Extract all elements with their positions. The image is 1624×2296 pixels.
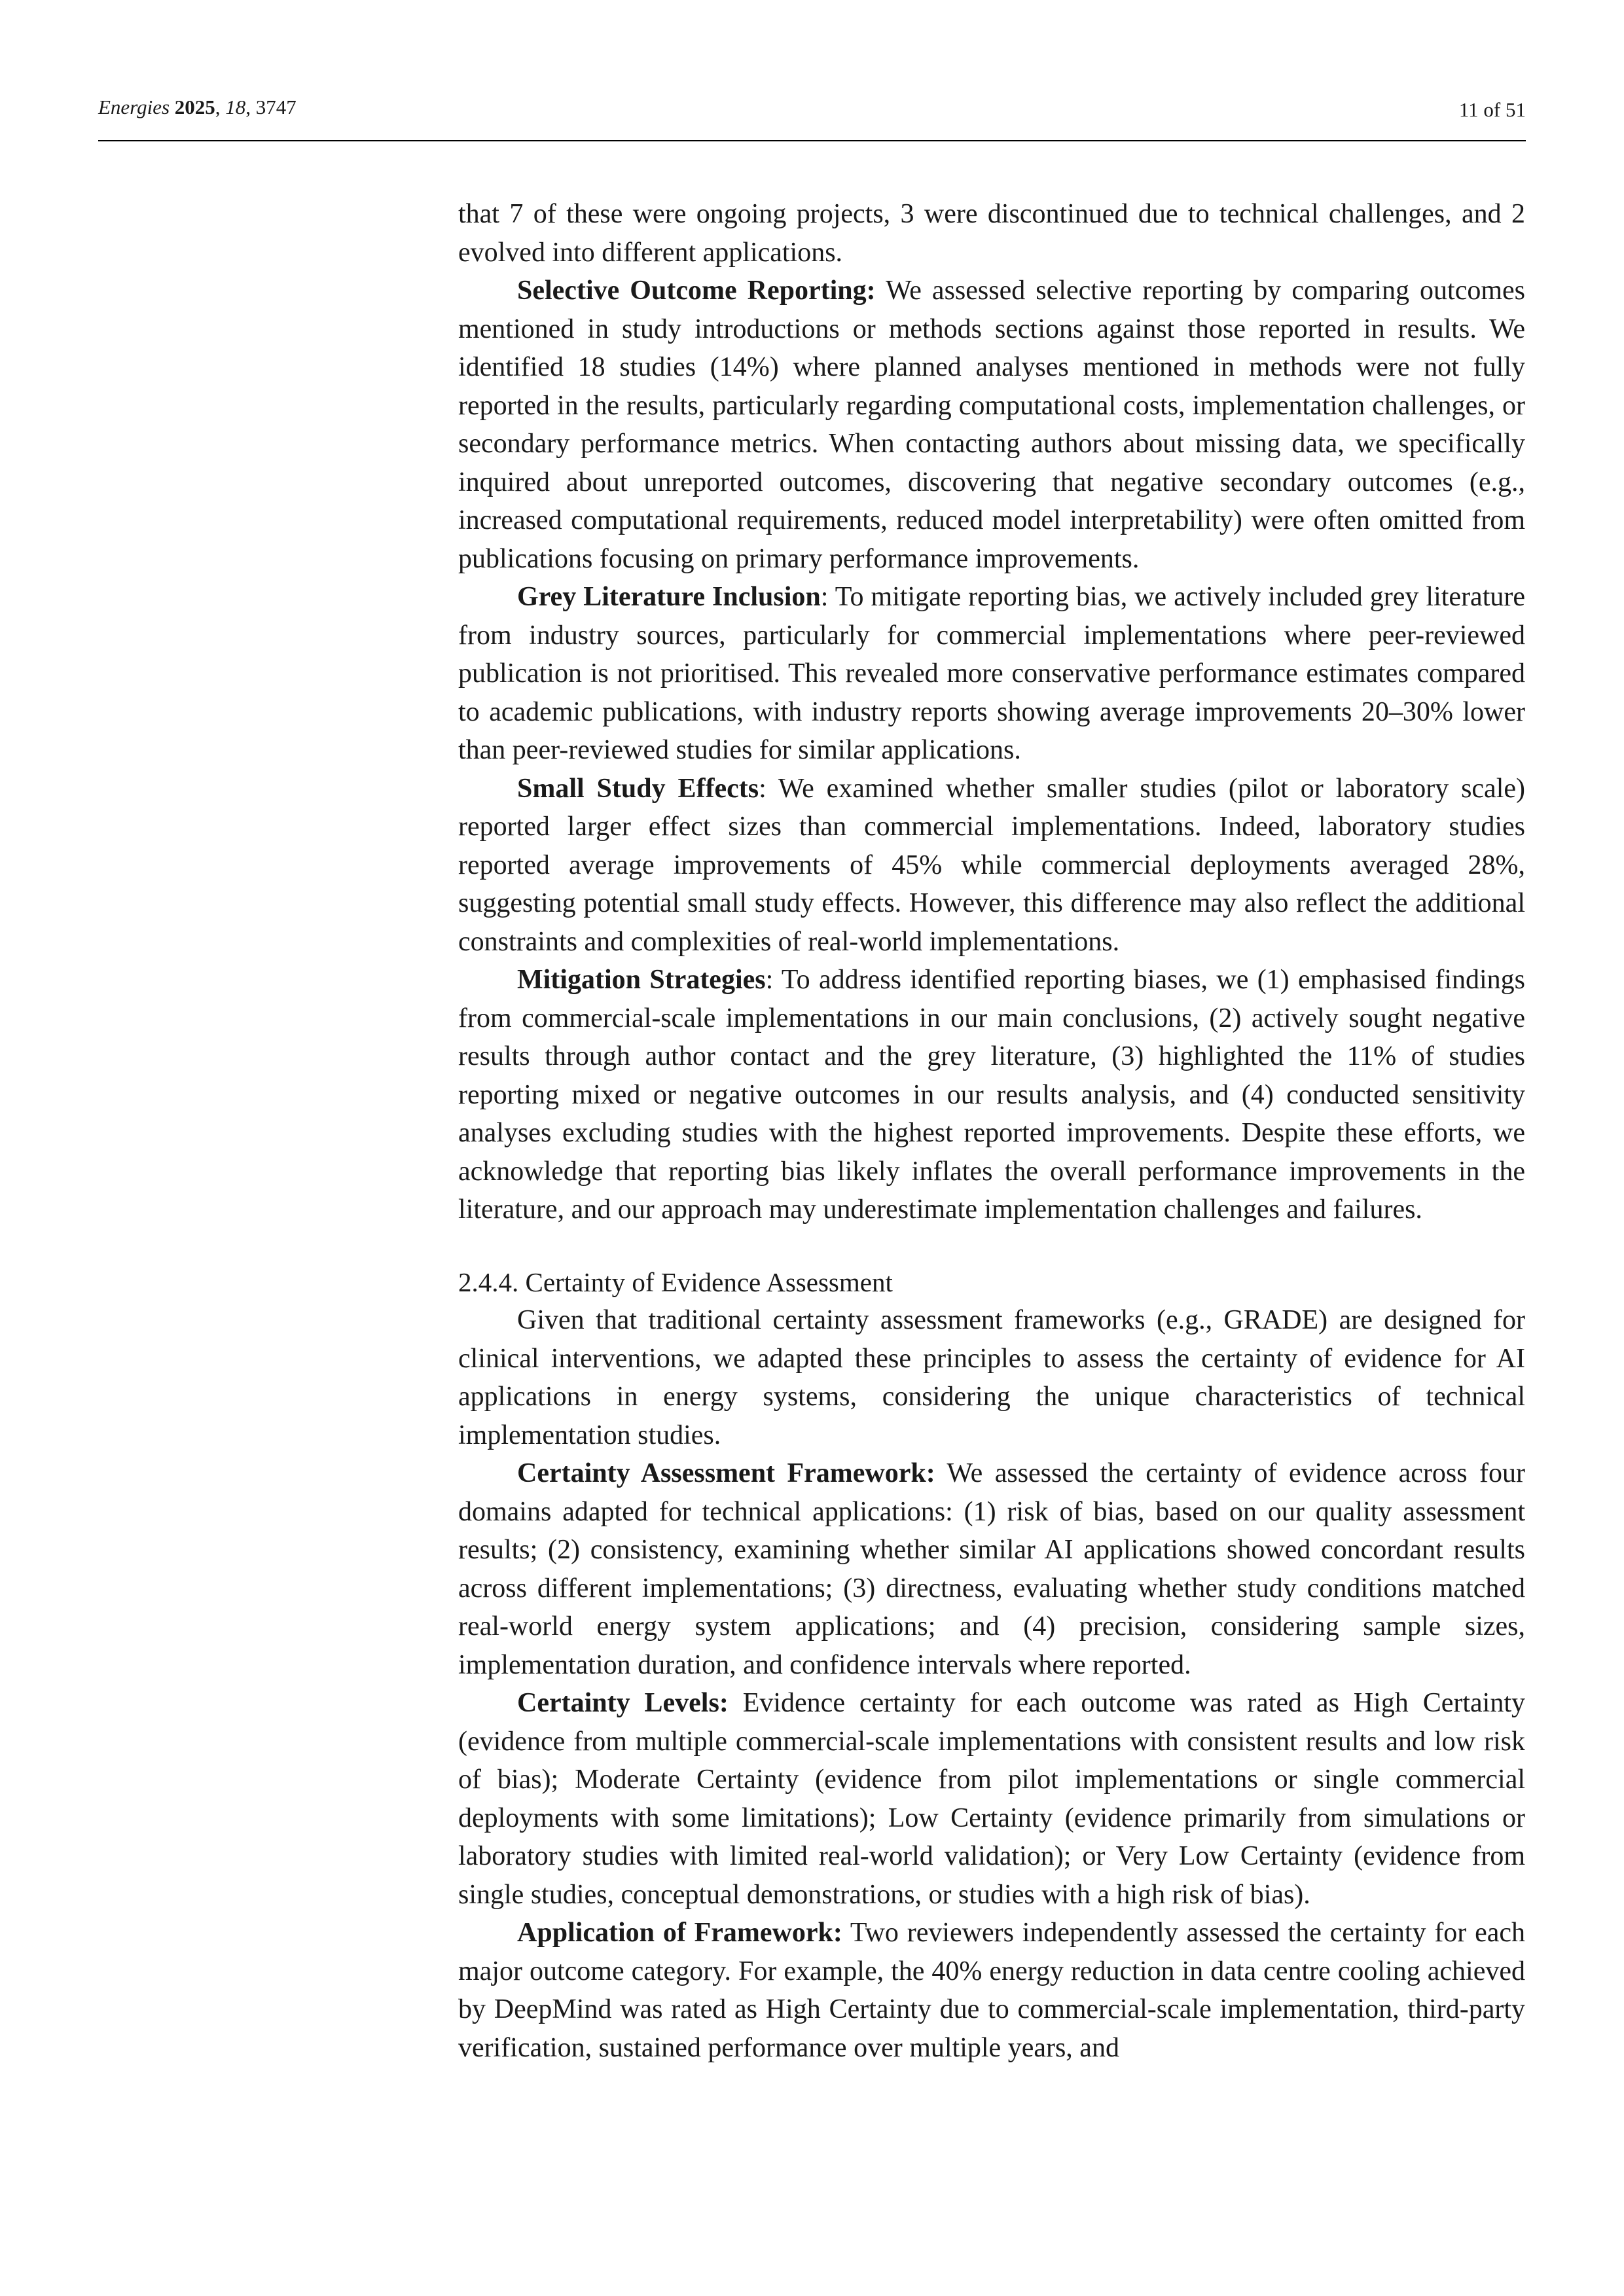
- paragraph-small-study-effects: [458, 770, 1525, 961]
- journal-name: Energies: [98, 96, 170, 118]
- paragraph-heading: Application of Framework:: [517, 1918, 842, 1948]
- paragraph-text: : We examined whether smaller studies (pilot or laboratory scale) reported larger effect sizes than commercial implementations. Indeed, laboratory studies reported average improvements of 45% while commercial deployments averaged 28%, suggesting potential small study effects. However, this difference may also reflect the additional constraints and complexities of real-world implementations.: [458, 773, 1525, 957]
- paragraph-text: : To address identified reporting biases, we (1) emphasised findings from commercial-scale implementations in our main conclusions, (2) actively sought negative results through author contact and the grey literature, (3) highlighted the 11% of studies reporting mixed or negative outcomes in our results analysis, and (4) conducted sensitivity analyses excluding studies with the highest reported improvements. Despite these efforts, we acknowledge that reporting bias likely inflates the overall performance improvements in the literature, and our approach may underestimate implementation challenges and failures.: [458, 965, 1525, 1225]
- paragraph-heading: Selective Outcome Reporting:: [517, 276, 876, 306]
- body-text: [458, 195, 1525, 2067]
- paragraph-heading: Grey Literature Inclusion: [517, 582, 821, 612]
- paragraph-certainty-assessment-framework: [458, 1454, 1525, 1684]
- paragraph-text: We assessed the certainty of evidence across four domains adapted for technical applications: (1) risk of bias, based on our quality assessment results; (2) consistency, examining whether similar AI applications showed concordant results across different implementations; (3) directness, evaluating whether study conditions matched real-world energy system applications; and (4) precision, considering sample sizes, implementation duration, and confidence intervals where reported.: [458, 1458, 1525, 1680]
- paragraph-heading: Mitigation Strategies: [517, 965, 766, 995]
- paragraph-heading: Certainty Assessment Framework:: [517, 1458, 935, 1488]
- paragraph-certainty-intro: Given that traditional certainty assessment frameworks (e.g., GRADE) are designed for clinical interventions, we adapted these principles to assess the certainty of evidence for AI applications in energy systems, considering the unique characteristics of technical implementation studies.: [458, 1305, 1525, 1450]
- journal-volume: 18: [225, 96, 246, 118]
- subsection-heading: 2.4.4. Certainty of Evidence Assessment: [458, 1266, 893, 1297]
- page-number: 11 of 51: [1458, 98, 1526, 121]
- paragraph-heading: Certainty Levels:: [517, 1688, 729, 1718]
- journal-citation: Energies 2025, 18, 3747: [98, 96, 297, 118]
- paragraph-application-of-framework: [458, 1914, 1525, 2067]
- paragraph-mitigation-strategies: [458, 961, 1525, 1229]
- paragraph-text: Evidence certainty for each outcome was rated as High Certainty (evidence from multiple commercial-scale implementations with consistent results and low risk of bias); Moderate Certainty (evidence from pilot implementations or single commercial deployments with some limitations); Low Certainty (evidence primarily from simulations or laboratory studies with limited real-world validation); or Very Low Certainty (evidence from single studies, conceptual demonstrations, or studies with a high risk of bias).: [458, 1688, 1525, 1910]
- article-number: 3747: [255, 96, 297, 118]
- journal-year: 2025: [174, 96, 215, 118]
- paragraph-certainty-levels: [458, 1684, 1525, 1914]
- paragraph-text: : To mitigate reporting bias, we actively included grey literature from industry sources, particularly for commercial implementations where peer-reviewed publication is not prioritised. This revealed more conservative performance estimates compared to academic publications, with industry reports showing average improvements 20–30% lower than peer-reviewed studies for similar applications.: [458, 582, 1525, 765]
- paragraph-text: We assessed selective reporting by comparing outcomes mentioned in study introductions or methods sections against those reported in results. We identified 18 studies (14%) where planned analyses mentioned in methods were not fully reported in the results, particularly regarding computational costs, implementation challenges, or secondary performance metrics. When contacting authors about missing data, we specifically inquired about unreported outcomes, discovering that negative secondary outcomes (e.g., increased computational requirements, reduced model interpretability) were often omitted from publications focusing on primary performance improvements.: [458, 276, 1525, 574]
- paragraph-text: Two reviewers independently assessed the certainty for each major outcome category. For example, the 40% energy reduction in data centre cooling achieved by DeepMind was rated as High Certainty due to commercial-scale implementation, third-party verification, sustained performance over multiple years, and: [458, 1918, 1525, 2063]
- page-header: [98, 90, 1526, 141]
- paragraph-grey-literature-inclusion: [458, 578, 1525, 770]
- paragraph-heading: Small Study Effects: [517, 773, 759, 804]
- paragraph-selective-outcome-reporting: [458, 272, 1525, 578]
- paragraph-continuation: that 7 of these were ongoing projects, 3 were discontinued due to technical challenges, and 2 evolved into different applications.: [458, 199, 1525, 268]
